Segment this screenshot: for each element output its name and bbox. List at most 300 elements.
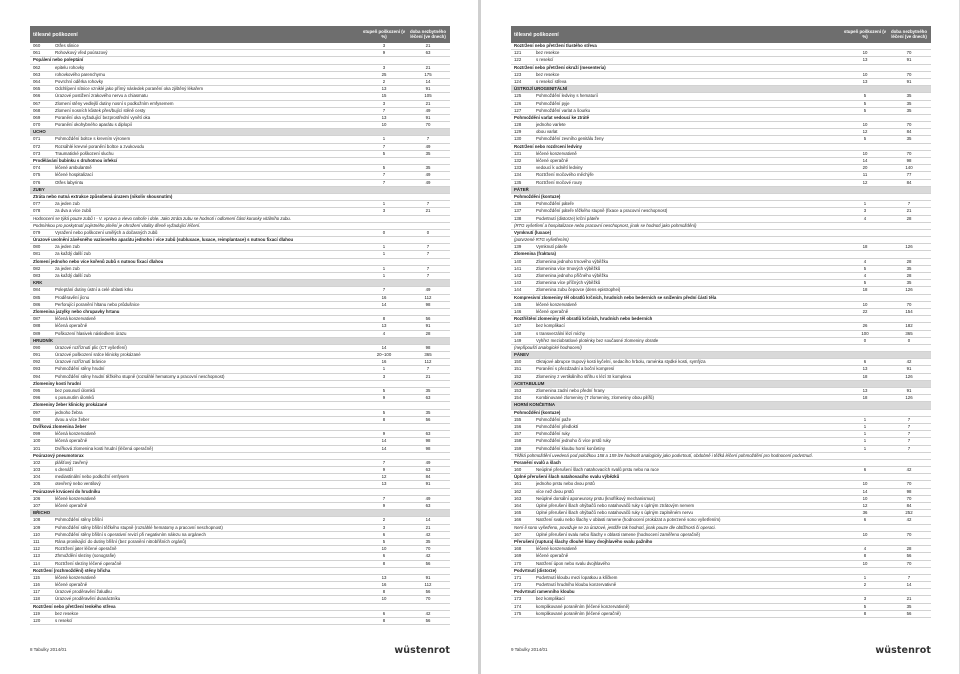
healing-days: 126 [905, 244, 913, 250]
item-description: Zlomení stěny vedlejší dutiny nosní s podkožním emfysemem [55, 100, 174, 106]
severity-percent: 12 [862, 503, 868, 508]
severity-percent: 10 [862, 531, 868, 537]
severity-percent: 2 [863, 582, 867, 588]
item-code: 085 [33, 294, 41, 300]
healing-days: 0 [426, 229, 430, 235]
item-description: léčená operačně [55, 438, 88, 444]
heading-text: Poúrazové krvácení do hrudníku [33, 488, 101, 494]
subsection-heading [30, 489, 450, 496]
severity-percent: 2 [382, 517, 386, 523]
severity-percent: 1 [382, 244, 386, 250]
severity-percent: 14 [381, 438, 387, 444]
table-note [511, 453, 931, 460]
subsection-heading [30, 402, 450, 409]
severity-percent: 13 [862, 78, 868, 84]
item-description: Otřes slinice [55, 43, 79, 48]
table-row [30, 438, 450, 445]
severity-percent: 3 [863, 208, 867, 214]
item-code: 111 [33, 538, 40, 544]
item-description: s transverzální lézí míchy [536, 330, 586, 336]
table-row [30, 115, 450, 122]
item-description: Poleptání dutiny ústní a celé oblasti krku [55, 287, 133, 293]
table-row [511, 467, 931, 474]
heading-text: HRUDNÍK [33, 337, 54, 343]
table-row [30, 79, 450, 86]
header-severity: stupeň poškození (v %) [362, 28, 406, 39]
healing-days: 35 [906, 107, 912, 113]
item-code: 078 [33, 208, 41, 214]
table-row [30, 532, 450, 539]
table-row [30, 395, 450, 402]
item-description: Natržení svalu nebo šlachy v oblasti ramene (hodnocení prokázat a potvrzené sono vyšetřením) [536, 517, 721, 523]
healing-days: 84 [906, 503, 912, 508]
table-row [511, 122, 931, 129]
item-code: 068 [33, 107, 41, 113]
table-row [30, 165, 450, 172]
healing-days: 21 [425, 100, 431, 106]
healing-days: 7 [426, 366, 430, 372]
table-row [511, 496, 931, 503]
healing-days: 35 [425, 538, 431, 544]
item-code: 157 [514, 431, 522, 437]
healing-days: 112 [424, 582, 432, 588]
item-code: 164 [514, 503, 522, 508]
item-description: léčené operačně [536, 308, 569, 314]
table-row [511, 216, 931, 223]
table-row [30, 144, 450, 151]
heading-text: HORNÍ KONČETINA [514, 402, 556, 408]
heading-text: Zlomeniny žeber klinicky prokázané [33, 402, 108, 408]
table-row [511, 259, 931, 266]
severity-percent: 5 [863, 136, 867, 142]
item-description: Úplné přerušení šlach ohýbačů nebo natahovačů ruky s úplným ztrátovým nervem [536, 503, 695, 508]
item-description: více než dvou prstů [536, 488, 574, 494]
table-row [511, 417, 931, 424]
table-row [511, 596, 931, 603]
healing-days: 35 [906, 265, 912, 271]
section-heading [511, 86, 931, 93]
heading-text: Roztržení nebo rozdrcení ledviny [514, 143, 583, 149]
healing-days: 98 [425, 445, 431, 451]
table-row [30, 417, 450, 424]
item-description: Roztržení močového měchýře [536, 172, 594, 178]
heading-text: Hodnocení se týká pouze zubů I - V. vpravo a vlevo nahoře i dole. Jako ztráta zubu se hodnotí i odlomení části korunky vitálního zubu. [33, 215, 292, 221]
item-description: mediastinální nebo podkožní emfysem [55, 474, 130, 480]
item-description: Vyražení nebo poškození umělých a dočasných zubů [55, 229, 158, 235]
item-description: obou varlat [536, 129, 558, 135]
item-code: 104 [33, 474, 41, 480]
healing-days: 63 [425, 395, 431, 401]
subsection-heading [511, 194, 931, 201]
subsection-heading [511, 410, 931, 417]
healing-days: 56 [425, 316, 431, 322]
item-code: 062 [33, 64, 41, 70]
item-description: Podvrtnutí hrudního kloubu konzervativně [536, 582, 617, 588]
item-description: Pohmoždění ledviny s hematurií [536, 93, 598, 99]
item-code: 119 [33, 610, 40, 616]
severity-percent: 13 [862, 366, 868, 372]
item-code: 128 [514, 122, 522, 128]
item-code: 158 [514, 438, 522, 444]
item-code: 127 [514, 107, 522, 113]
healing-days: 70 [906, 50, 912, 56]
table-row [511, 287, 931, 294]
item-code: 065 [33, 86, 41, 92]
severity-percent: 6 [382, 610, 386, 616]
item-code: 114 [33, 560, 40, 566]
severity-percent: 7 [382, 172, 386, 178]
item-code: 084 [33, 287, 41, 293]
severity-percent: 3 [382, 208, 386, 214]
table-body [511, 43, 931, 618]
healing-days: 140 [905, 165, 913, 171]
severity-percent: 0 [382, 229, 386, 235]
item-code: 099 [33, 431, 41, 437]
table-row [511, 151, 931, 158]
item-description: Pohmoždění stěny břišní [55, 517, 103, 523]
severity-percent: 9 [382, 395, 386, 401]
healing-days: 49 [425, 287, 431, 293]
heading-text: PÁTEŘ [514, 186, 529, 192]
healing-days: 28 [906, 546, 912, 552]
table-row [30, 460, 450, 467]
table-row [30, 359, 450, 366]
severity-percent: 4 [863, 273, 867, 278]
table-row [30, 266, 450, 273]
healing-days: 91 [425, 481, 431, 487]
header-duration: doba nezbytného léčení (ve dnech) [890, 28, 928, 39]
item-code: 087 [33, 316, 41, 322]
table-row [30, 517, 450, 524]
item-code: 125 [514, 93, 522, 99]
item-code: 166 [514, 517, 522, 523]
item-description: Zlomenina více trnových výběžků [536, 265, 601, 271]
heading-text: Přerušení (ruptura) šlachy dlouhé hlavy dvojhlavého svalu pažního [514, 538, 653, 544]
healing-days: 63 [425, 431, 431, 437]
heading-text: Pohmoždění varlat vedoucí ke ztrátě [514, 114, 590, 120]
item-description: bez resekce [536, 71, 560, 77]
item-description: Pohmoždění stěny hrudní těžkého stupně (rozsáhlé hematomy a pracovní neschopnost) [55, 373, 225, 379]
item-description: Zlomeniny z vertikálního střihu s lézí SI komplexu [536, 373, 632, 379]
item-code: 138 [514, 215, 522, 221]
severity-percent: 1 [863, 431, 867, 437]
severity-percent: 3 [382, 64, 386, 70]
table-row [511, 136, 931, 143]
header-injury: tělesné poškození [33, 31, 78, 38]
severity-percent: 16 [381, 582, 387, 588]
item-description: bez resekce [55, 610, 79, 616]
item-code: 095 [33, 388, 41, 393]
table-row [30, 302, 450, 309]
item-code: 106 [33, 495, 41, 501]
subsection-heading [511, 316, 931, 323]
item-description: otevřený nebo ventilový [55, 481, 101, 487]
table-row [30, 446, 450, 453]
item-code: 173 [514, 596, 522, 602]
section-heading [511, 187, 931, 194]
healing-days: 7 [907, 574, 911, 580]
healing-days: 42 [425, 531, 431, 537]
severity-percent: 7 [382, 459, 386, 465]
heading-text: Prodělávání bubínku s druhotnou infekcí [33, 158, 118, 163]
brand-logo: wüstenrot [875, 645, 931, 656]
healing-days: 7 [907, 431, 911, 437]
subsection-heading [30, 424, 450, 431]
subsection-heading [511, 460, 931, 467]
healing-days: 49 [425, 495, 431, 501]
table-row [511, 331, 931, 338]
table-row [511, 611, 931, 618]
healing-days: 70 [906, 122, 912, 128]
table-row [30, 180, 450, 187]
severity-percent: 8 [863, 610, 867, 616]
item-description: Kombinované zlomeniny (T zlomeniny, zlomeniny obou pilířů) [536, 395, 654, 401]
item-code: 150 [514, 359, 522, 365]
table-row [511, 489, 931, 496]
table-row [511, 338, 931, 345]
item-code: 123 [514, 71, 522, 77]
item-code: 121 [514, 50, 522, 56]
item-code: 102 [33, 459, 41, 465]
healing-days: 35 [906, 603, 912, 609]
healing-days: 126 [905, 373, 913, 379]
heading-text: UCHO [33, 129, 46, 135]
healing-days: 7 [426, 265, 430, 271]
section-heading [30, 280, 450, 287]
table-row [511, 481, 931, 488]
item-code: 145 [514, 301, 522, 307]
table-row [30, 546, 450, 553]
item-description: Pohmoždění stěny břišní těžkého stupně (rozsáhlé hematomy a pracovní neschopnost) [55, 524, 223, 530]
item-description: bez resekce [536, 50, 560, 56]
item-code: 161 [514, 481, 522, 487]
item-code: 071 [33, 136, 41, 142]
table-row [30, 496, 450, 503]
healing-days: 7 [907, 423, 911, 429]
item-code: 105 [33, 481, 41, 487]
severity-percent: 1 [863, 445, 867, 451]
healing-days: 98 [425, 301, 431, 307]
section-heading [30, 510, 450, 517]
table-row [30, 374, 450, 381]
item-code: 086 [33, 301, 41, 307]
severity-percent: 10 [862, 50, 868, 56]
healing-days: 70 [906, 531, 912, 537]
item-code: 152 [514, 373, 522, 379]
item-code: 163 [514, 495, 522, 501]
heading-text: Úrazové uvolnění závěsného vazivového aparátu jednoho i více zubů (subluxace, luxace, reimplantace) s nutnou fixací dlahou [33, 237, 294, 243]
heading-text: Zlomenina jazylky nebo chrupavky hrtanu [33, 308, 120, 314]
item-description: Povrchní oděrka rohovky [55, 78, 104, 84]
item-description: Pohmoždění kloubu horní končetiny [536, 445, 606, 451]
heading-text: Zlomeniny kosti hrudní [33, 380, 81, 386]
heading-text: Vymknutí (luxace) [514, 229, 552, 235]
heading-text: (RTG vyšetření a hospitalizace nebo pracovní neschopnost, jinak se hodnotí jako pohmoždění) [514, 222, 697, 228]
table-header [511, 26, 931, 43]
healing-days: 91 [425, 323, 431, 329]
table-row [30, 136, 450, 143]
severity-percent: 16 [381, 359, 387, 365]
item-code: 115 [33, 574, 40, 580]
item-code: 170 [514, 560, 522, 566]
heading-text: (nepřipouští analogické hodnocení) [514, 344, 582, 350]
table-row [30, 575, 450, 582]
item-code: 112 [33, 546, 40, 552]
item-description: Úrazové rozříznutí plic (CT vyšetření) [55, 344, 127, 350]
item-description: Úrazové postižení zrakového nervu a chiasmatu [55, 93, 148, 99]
table-row [511, 546, 931, 553]
healing-days: 28 [906, 273, 912, 278]
healing-days: 126 [905, 395, 913, 401]
injury-table-left [30, 26, 450, 625]
severity-percent: 1 [863, 438, 867, 444]
healing-days: 42 [425, 553, 431, 559]
item-code: 159 [514, 445, 522, 451]
severity-percent: 18 [862, 395, 868, 401]
item-code: 172 [514, 582, 522, 588]
table-row [30, 201, 450, 208]
item-description: Perforující poranění hltanu nebo průdušnice [55, 301, 140, 307]
healing-days: 84 [906, 129, 912, 135]
item-description: Pohmoždění boltce s krevním výronem [55, 136, 131, 142]
healing-days: 35 [425, 165, 431, 171]
item-description: bez komplikací [536, 323, 565, 329]
item-description: dvou a více žeber [55, 416, 90, 422]
table-row [30, 93, 450, 100]
healing-days: 112 [424, 359, 432, 365]
severity-percent: 5 [863, 107, 867, 113]
item-description: Proděravění jícnu [55, 294, 90, 300]
item-description: komplikované poraněním (léčené konzervativně) [536, 603, 630, 609]
healing-days: 14 [906, 582, 912, 588]
item-code: 097 [33, 409, 41, 415]
item-description: Úrazové poškození srdce klinicky prokázané [55, 352, 141, 358]
right-page [481, 0, 959, 674]
healing-days: 7 [426, 201, 430, 207]
healing-days: 182 [905, 323, 913, 329]
section-heading [511, 402, 931, 409]
table-row [511, 359, 931, 366]
item-code: 147 [514, 323, 522, 329]
item-code: 136 [514, 201, 522, 207]
item-code: 129 [514, 129, 522, 135]
item-code: 083 [33, 273, 41, 278]
table-row [511, 323, 931, 330]
item-code: 103 [33, 467, 41, 473]
healing-days: 91 [906, 366, 912, 372]
table-row [511, 129, 931, 136]
table-row [511, 72, 931, 79]
healing-days: 21 [906, 596, 912, 602]
severity-percent: 1 [382, 201, 386, 207]
severity-percent: 13 [381, 481, 387, 487]
heading-text: Zlomenina (fraktura) [514, 251, 556, 257]
severity-percent: 8 [863, 553, 867, 559]
severity-percent: 13 [381, 114, 387, 120]
subsection-heading [30, 57, 450, 64]
healing-days: 98 [425, 438, 431, 444]
item-description: léčené operačně [55, 582, 88, 588]
table-row [511, 561, 931, 568]
subsection-heading [30, 381, 450, 388]
severity-percent: 7 [382, 143, 386, 149]
heading-text: Popálení nebo poleptání [33, 57, 84, 63]
item-code: 092 [33, 359, 41, 365]
severity-percent: 10 [862, 122, 868, 128]
healing-days: 126 [905, 287, 913, 293]
severity-percent: 5 [863, 280, 867, 286]
item-description: Podvrtnutí kloubu mezi lopatkou a klíčkem [536, 574, 618, 580]
table-note [511, 345, 931, 352]
item-description: Traumatické poškození sluchu [55, 150, 114, 156]
severity-percent: 8 [382, 316, 386, 322]
healing-days: 70 [906, 150, 912, 156]
severity-percent: 5 [863, 603, 867, 609]
healing-days: 14 [425, 517, 431, 523]
healing-days: 91 [906, 57, 912, 63]
severity-percent: 14 [862, 488, 868, 494]
table-row [511, 517, 931, 524]
item-code: 096 [33, 395, 41, 401]
item-description: Pohmoždění varlat a šourku [536, 107, 591, 113]
healing-days: 35 [425, 409, 431, 415]
item-description: Zhmoždění sleziny (sonografie) [55, 553, 116, 559]
item-description: rohovkového parenchymu [55, 71, 105, 77]
healing-days: 56 [906, 553, 912, 559]
item-description: s posunutím úlomků [55, 395, 94, 401]
healing-days: 42 [906, 359, 912, 365]
table-row [30, 86, 450, 93]
severity-percent: 4 [863, 258, 867, 264]
table-row [511, 280, 931, 287]
item-code: 093 [33, 366, 41, 372]
table-row [511, 374, 931, 381]
healing-days: 7 [426, 136, 430, 142]
severity-percent: 2 [382, 78, 386, 84]
item-code: 090 [33, 344, 41, 350]
subsection-heading [511, 251, 931, 258]
severity-percent: 1 [382, 251, 386, 257]
severity-percent: 10 [862, 560, 868, 566]
table-row [30, 72, 450, 79]
table-row [30, 539, 450, 546]
healing-days: 21 [425, 208, 431, 214]
severity-percent: 10 [862, 150, 868, 156]
item-description: Zlomenina jednoho příčného výběžku [536, 273, 609, 278]
item-description: Vyhřez meziobratlové ploténky bez současné zlomeniny obratle [536, 337, 659, 343]
severity-percent: 5 [382, 150, 386, 156]
severity-percent: 13 [862, 388, 868, 393]
severity-percent: 3 [382, 373, 386, 379]
item-description: jednoho varlete [536, 122, 566, 128]
healing-days: 7 [907, 445, 911, 451]
severity-percent: 3 [382, 43, 386, 48]
table-row [511, 446, 931, 453]
item-code: 088 [33, 323, 41, 329]
page-number: 9 Tabulky 2014/01 [511, 647, 548, 652]
heading-text: Podmínkou pro poskytnutí pojistného plnění je ohrožení vitality dřeně vyžadující léčení. [33, 222, 201, 228]
item-code: 153 [514, 388, 522, 393]
item-code: 168 [514, 546, 522, 552]
subsection-heading [511, 65, 931, 72]
table-row [511, 201, 931, 208]
section-heading [511, 381, 931, 388]
healing-days: 49 [425, 172, 431, 178]
item-code: 130 [514, 136, 522, 142]
table-row [30, 151, 450, 158]
heading-text: Poúrazový pneumotorax [33, 452, 84, 458]
left-page [0, 0, 478, 674]
